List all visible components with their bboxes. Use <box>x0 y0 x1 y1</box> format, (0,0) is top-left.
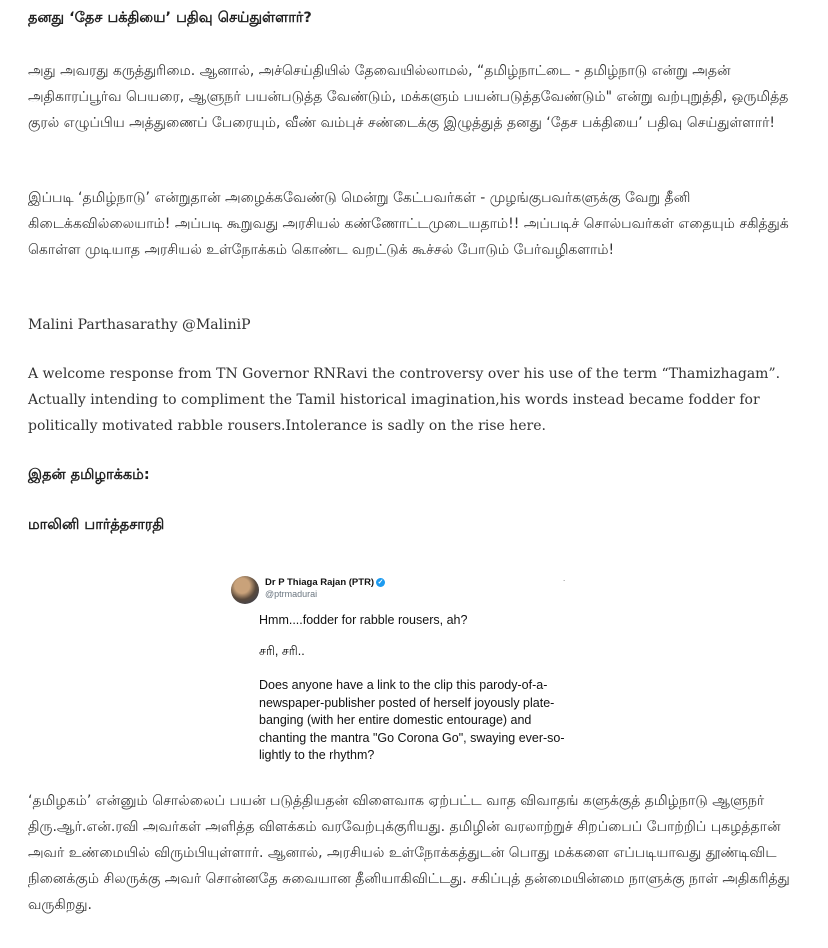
article-paragraph: அது அவரது கருத்துரிமை. ஆனால், அச்செய்தியில் தேவையில்லாமல், “தமிழ்நாட்டை - தமிழ்நாடு என்று அதன் அதிகாரப்பூர்வ பெயரை, ஆளுநர் பயன்படுத்த வேண்டும், மக்களும் பயன்படுத்தவேண்டும்" என்று வற்புறுத்தி, ஒருமித்த குரல் எழுப்பிய அத்துணைப் பேரையும், வீண் வம்புச் சண்டைக்கு இழுத்துத் தனது ‘தேச பக்தியை’ பதிவு செய்துள்ளார்! <box>28 63 789 131</box>
tweet-text-line: சரி, சரி.. <box>259 644 305 658</box>
embedded-tweet-image <box>231 572 566 762</box>
author-name-heading: மாலினி பார்த்தசாரதி <box>28 517 165 533</box>
english-quote: A welcome response from TN Governor RNRavi the controversy over his use of the term “Thamizhagam”. Actually intending to compliment the Tamil historical imagination,his words instead became fodder for politically motivated rabble rousers.Intolerance is sadly on the rise here. <box>28 366 781 434</box>
avatar <box>231 576 259 604</box>
tweet-dot: . <box>563 574 566 583</box>
translation-heading: இதன் தமிழாக்கம்: <box>28 467 150 483</box>
article-paragraph: இப்படி ‘தமிழ்நாடு’ என்றுதான் அழைக்கவேண்டு மென்று கேட்பவர்கள் - முழங்குபவர்களுக்கு வேறு தீனி கிடைக்கவில்லையாம்! அப்படி கூறுவது அரசியல் கண்ணோட்டமுடையதாம்!! அப்படிச் சொல்பவர்கள் எதையும் சகித்துக் கொள்ள முடியாத அரசியல் உள்நோக்கம் கொண்ட வறட்டுக் கூச்சல் போடும் பேர்வழிகளாம்! <box>28 190 789 258</box>
tweet-author-name: Dr P Thiaga Rajan (PTR) ✓ <box>265 577 384 588</box>
tweet-text-body: Does anyone have a link to the clip this parody-of-a-newspaper-publisher posted of herself joyously plate-banging (with her entire domestic entourage) and chanting the mantra "Go Corona Go", swaying ever-so-lightly to the rhythm? <box>259 678 565 762</box>
tweet-author-line: Malini Parthasarathy @MaliniP <box>28 317 251 333</box>
tweet-author-handle: @ptrmadurai <box>265 589 318 599</box>
verified-badge-icon: ✓ <box>377 578 384 586</box>
article-paragraph: ‘தமிழகம்’ என்னும் சொல்லைப் பயன் படுத்தியதன் விளைவாக ஏற்பட்ட வாத விவாதங் களுக்குத் தமிழ்நாடு ஆளுநர் திரு.ஆர்.என்.ரவி அவர்கள் அளித்த விளக்கம் வரவேற்புக்குரியது. தமிழின் வரலாற்றுச் சிறப்பைப் போற்றிப் புகழத்தான் அவர் உண்மையில் விரும்பியுள்ளார். ஆனால், அரசியல் உள்நோக்கத்துடன் பொது மக்களை எப்படியாவது தூண்டிவிட நினைக்கும் சிலருக்கு அவர் சொன்னதே சுவையான தீனியாகிவிட்டது. சகிப்புத் தன்மையின்மை நாளுக்கு நாள் அதிகரித்து வருகிறது. <box>28 793 790 913</box>
tweet-text-line: Hmm....fodder for rabble rousers, ah? <box>259 613 468 627</box>
article-subheading: தனது ‘தேச பக்தியை’ பதிவு செய்துள்ளார்? <box>28 10 312 26</box>
